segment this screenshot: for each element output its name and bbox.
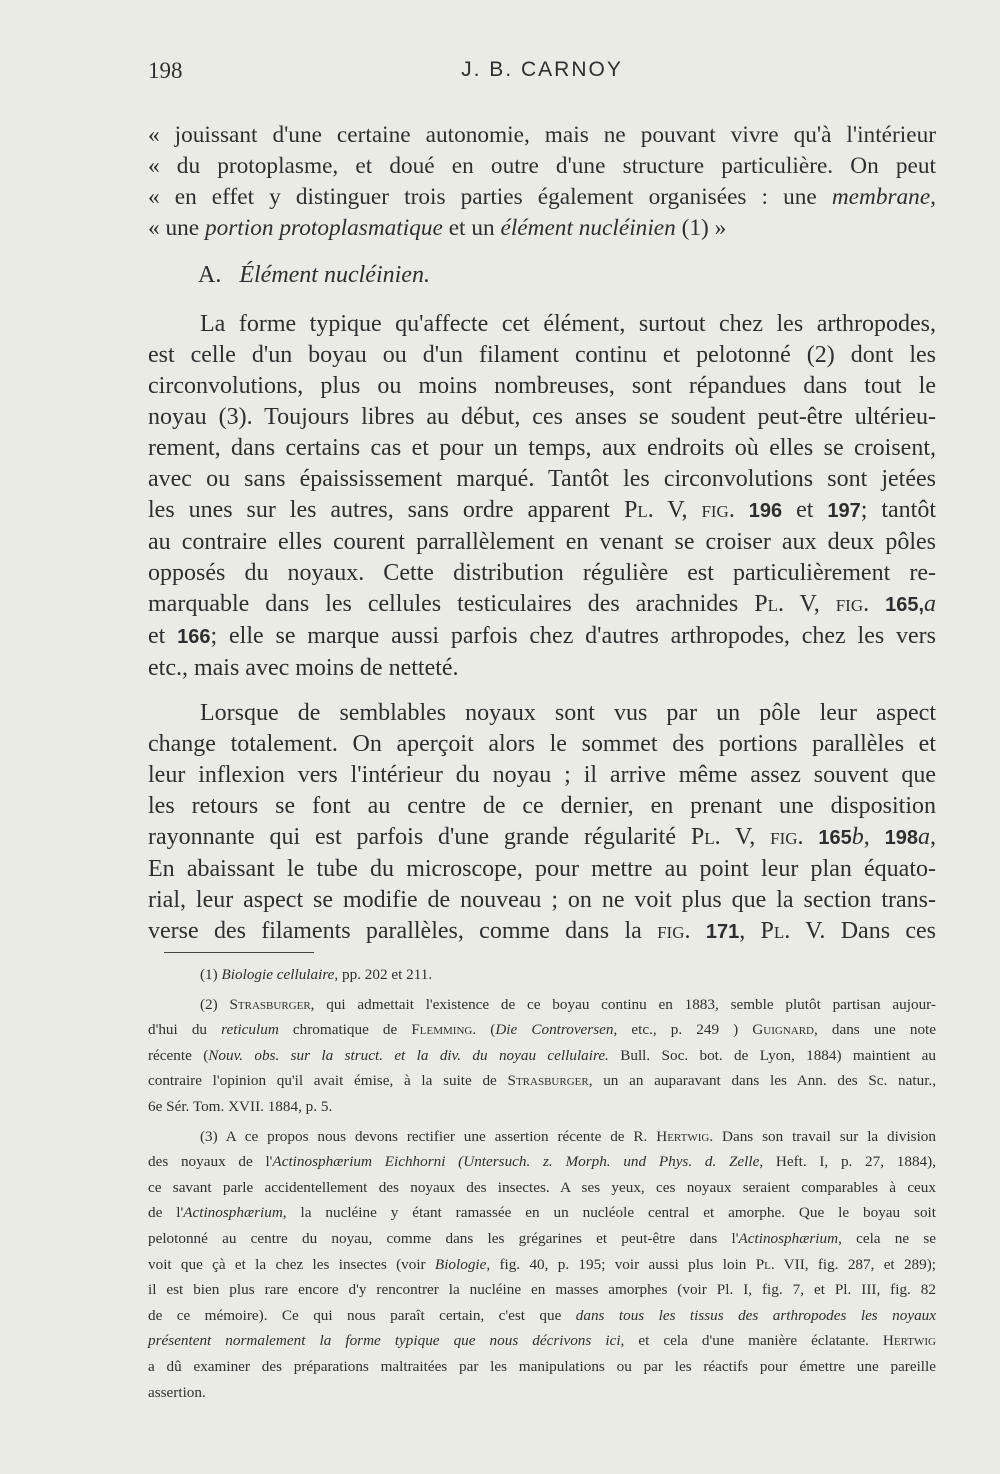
text-run: voit que çà et la chez les insectes (voir bbox=[148, 1255, 435, 1273]
footnote-line bbox=[148, 1380, 936, 1406]
text-run: rial, leur aspect se modifie de nouveau ; on ne voit plus que la section trans- bbox=[148, 887, 936, 913]
text-run: « en effet y distinguer trois parties également organisées : une bbox=[148, 184, 832, 210]
footnote-line bbox=[148, 1175, 936, 1201]
footnote-line bbox=[148, 1328, 936, 1354]
text-run: La forme typique qu'affecte cet élément, surtout chez les arthropodes, bbox=[200, 311, 936, 337]
text-run: , bbox=[930, 824, 937, 850]
footnote-line bbox=[148, 1017, 936, 1043]
footnote-line bbox=[148, 1200, 936, 1226]
figure-number: 166 bbox=[177, 626, 211, 648]
text-run: Bull. Soc. bot. de Lyon, 1884) maintient au bbox=[608, 1046, 936, 1064]
italic-term: Die Controversen bbox=[495, 1021, 614, 1039]
figure-letter: a bbox=[924, 591, 937, 617]
italic-term: dans tous les tissus des arthropodes les noyaux bbox=[575, 1306, 936, 1324]
figure-number: 171 bbox=[705, 921, 740, 943]
text-run: , bbox=[863, 824, 885, 850]
italic-term: Actinosphærium Eichhorni (Untersuch. z. Morph. und Phys. d. Zelle bbox=[272, 1153, 760, 1171]
paragraph-line bbox=[148, 371, 936, 402]
page-number: 198 bbox=[148, 58, 183, 83]
text-run: , la nucléine y étant ramassée en un nucléole central et amorphe. Que le boyau soit bbox=[282, 1204, 936, 1222]
footnote-line bbox=[148, 1068, 936, 1094]
text-run: (1) bbox=[200, 966, 222, 983]
paragraph-line bbox=[148, 340, 936, 371]
text-run: et un bbox=[442, 215, 501, 241]
text-run: des noyaux de l' bbox=[148, 1153, 273, 1171]
italic-term: portion protoplasmatique bbox=[204, 215, 443, 241]
text-run: récente ( bbox=[148, 1046, 209, 1064]
footnote-line bbox=[148, 1124, 936, 1150]
section-title: Élément nucléinien. bbox=[239, 262, 430, 288]
italic-term: élément nucléinien bbox=[500, 215, 676, 241]
paragraph-line bbox=[148, 791, 936, 822]
text-run: « du protoplasme, et doué en outre d'une structure particulière. On peut bbox=[148, 153, 936, 179]
italic-term: Biologie cellulaire bbox=[221, 966, 335, 983]
italic-term: reticulum bbox=[221, 1021, 279, 1039]
author-name: Flemming bbox=[411, 1021, 473, 1039]
text-run: rement, dans certains cas et pour un temps, aux endroits où elles se croisent, bbox=[148, 435, 936, 461]
text-run: Lorsque de semblables noyaux sont vus par un pôle leur aspect bbox=[200, 700, 936, 726]
text-run: au contraire elles courent parrallèlement en venant se croiser aux deux pôles bbox=[148, 529, 936, 555]
text-run: ; tantôt bbox=[860, 497, 936, 523]
paragraph-line bbox=[148, 854, 936, 885]
text-run: , dans une note bbox=[813, 1021, 936, 1039]
figure-number: 196 bbox=[748, 500, 783, 522]
text-run: (2) bbox=[200, 995, 230, 1013]
text-run: . Dans son travail sur la division bbox=[709, 1127, 936, 1145]
text-run: . ( bbox=[472, 1021, 496, 1039]
paragraph-line bbox=[148, 589, 936, 621]
text-run: marquable dans les cellules testiculaires des arachnides bbox=[148, 591, 755, 617]
paragraph-line bbox=[148, 885, 936, 916]
text-run: de l' bbox=[148, 1204, 184, 1222]
paragraph-line bbox=[148, 433, 936, 464]
text-run: Dans ces bbox=[825, 918, 937, 944]
italic-term: membrane, bbox=[831, 184, 936, 210]
plate-reference: Pl. V. bbox=[760, 918, 826, 944]
text-run: d'hui du bbox=[148, 1021, 222, 1039]
section-heading bbox=[198, 260, 936, 291]
text-run: noyau (3). Toujours libres au début, ces anses se soudent peut-être ultérieu- bbox=[148, 404, 936, 430]
paragraph-line bbox=[148, 698, 936, 729]
footnote-line bbox=[148, 1094, 936, 1120]
text-run: et bbox=[148, 623, 178, 649]
italic-term: Actinosphærium bbox=[738, 1229, 839, 1247]
plate-reference: Pl. V, fig. bbox=[624, 497, 735, 523]
text-run: « une bbox=[148, 215, 205, 241]
text-run: les unes sur les autres, sans ordre apparent bbox=[148, 497, 625, 523]
footnotes bbox=[148, 962, 936, 1405]
paragraph-line bbox=[148, 822, 936, 854]
text-run: verse des filaments parallèles, comme dans la bbox=[148, 918, 658, 944]
italic-term: Actinosphærium bbox=[183, 1204, 283, 1222]
text-run: , et cela d'une manière éclatante. bbox=[620, 1332, 883, 1350]
text-run: il est bien plus rare encore d'y rencontrer la nucléine en masses amorphes (voir Pl. I, fig. 7, et Pl. III, fig. 82 bbox=[148, 1281, 936, 1299]
footnote-line bbox=[148, 1303, 936, 1329]
author-name: Hertwig bbox=[656, 1127, 710, 1145]
paragraph-line bbox=[148, 402, 936, 433]
text-run: rayonnante qui est parfois d'une grande régularité bbox=[148, 824, 691, 850]
italic-term: présentent normalement la forme typique que nous décrivons ici bbox=[148, 1332, 621, 1350]
text-run: , etc., p. 249 ) bbox=[613, 1021, 753, 1039]
plate-reference: Pl. bbox=[755, 1255, 775, 1273]
text-run: , pp. 202 et 211. bbox=[334, 966, 433, 983]
italic-term: Nouv. obs. sur la struct. et la div. du noyau cellulaire. bbox=[208, 1046, 609, 1064]
figure-number: 198 bbox=[884, 827, 919, 849]
text-run: , un an auparavant dans les Ann. des Sc. natur., bbox=[588, 1072, 937, 1090]
text-run: , fig. 40, p. 195; voir aussi plus loin bbox=[486, 1255, 756, 1273]
text-run: (1) » bbox=[675, 215, 727, 241]
text-run: etc., mais avec moins de netteté. bbox=[148, 655, 459, 681]
footnote-rule bbox=[164, 952, 314, 953]
text-run: les retours se font au centre de ce dernier, en prenant une disposition bbox=[148, 793, 936, 819]
paragraph-line bbox=[148, 464, 936, 495]
figure-reference: fig. bbox=[657, 918, 691, 944]
text-run: « jouissant d'une certaine autonomie, mais ne pouvant vivre qu'à l'intérieur bbox=[148, 122, 936, 148]
text-run: de ce mémoire). Ce qui nous paraît certain, c'est que bbox=[148, 1306, 576, 1324]
paragraph-line bbox=[148, 621, 936, 653]
footnote-line bbox=[148, 1277, 936, 1303]
text-run: , bbox=[739, 918, 761, 944]
paragraph-line bbox=[148, 653, 936, 684]
author-name: Strasburger bbox=[229, 995, 311, 1013]
text-run: avec ou sans épaississement marqué. Tantôt les circonvolutions sont jetées bbox=[148, 466, 936, 492]
text-run: a dû examiner des préparations maltraitées par les manipulations ou par les réactifs pour émettre une pareille bbox=[148, 1357, 936, 1375]
plate-reference: Pl. V, fig. bbox=[754, 591, 870, 617]
text-run: chromatique de bbox=[278, 1021, 412, 1039]
footnote-line bbox=[148, 1226, 936, 1252]
quote-line bbox=[148, 120, 936, 151]
text-run: change totalement. On aperçoit alors le sommet des portions parallèles et bbox=[148, 731, 936, 757]
paragraph-line bbox=[148, 760, 936, 791]
text-run: circonvolutions, plus ou moins nombreuses, sont répandues dans tout le bbox=[148, 373, 936, 399]
text-run: est celle d'un boyau ou d'un filament continu et pelotonné (2) dont les bbox=[148, 342, 936, 368]
text-run: opposés du noyaux. Cette distribution régulière est particulièrement re- bbox=[148, 560, 936, 586]
footnote-line bbox=[148, 1252, 936, 1278]
quote-line bbox=[148, 213, 936, 244]
section-letter: A. bbox=[198, 262, 222, 288]
figure-number: 197 bbox=[827, 500, 861, 522]
figure-number: 165 bbox=[818, 827, 852, 849]
figure-number: 165, bbox=[885, 594, 925, 616]
figure-letter: b bbox=[851, 824, 864, 850]
page-header bbox=[148, 58, 936, 92]
text-run: assertion. bbox=[148, 1383, 206, 1401]
author-name: Guignard bbox=[752, 1021, 814, 1039]
footnote-line bbox=[148, 1354, 936, 1380]
paragraph-line bbox=[148, 916, 936, 948]
footnote-line bbox=[148, 962, 936, 988]
text-run: En abaissant le tube du microscope, pour mettre au point leur plan équato- bbox=[148, 856, 936, 882]
quote-line bbox=[148, 151, 936, 182]
text-run: , Heft. I, p. 27, 1884), bbox=[759, 1153, 936, 1171]
text-run: VII, fig. 287, et 289); bbox=[774, 1255, 937, 1273]
paragraph-line bbox=[148, 558, 936, 589]
quote-line bbox=[148, 182, 936, 213]
main-text bbox=[148, 120, 936, 948]
text-run: ce savant parle accidentellement des noyaux des insectes. A ses yeux, ces noyaux seraient comparables à ceux bbox=[148, 1178, 936, 1196]
plate-reference: Pl. V, fig. bbox=[690, 824, 804, 850]
text-run: pelotonné au centre du noyau, comme dans les grégarines et peut-être dans l' bbox=[148, 1229, 739, 1247]
author-name: Hertwig bbox=[882, 1332, 936, 1350]
paragraph-line bbox=[148, 309, 936, 340]
footnote-line bbox=[148, 1149, 936, 1175]
paragraph-line bbox=[148, 495, 936, 527]
italic-term: Biologie bbox=[434, 1255, 487, 1273]
text-run: et bbox=[782, 497, 828, 523]
text-run: , cela ne se bbox=[838, 1229, 936, 1247]
text-run: ; elle se marque aussi parfois chez d'autres arthropodes, chez les vers bbox=[210, 623, 936, 649]
text-run: , qui admettait l'existence de ce boyau continu en 1883, semble plutôt partisan aujour- bbox=[310, 995, 936, 1013]
paragraph-line bbox=[148, 729, 936, 760]
text-run: contraire l'opinion qu'il avait émise, à la suite de bbox=[148, 1072, 508, 1090]
footnote-line bbox=[148, 1043, 936, 1069]
text-run: leur inflexion vers l'intérieur du noyau ; il arrive même assez souvent que bbox=[148, 762, 936, 788]
figure-letter: a bbox=[918, 824, 931, 850]
paragraph-line bbox=[148, 527, 936, 558]
text-run: 6e Sér. Tom. XVII. 1884, p. 5. bbox=[148, 1097, 333, 1115]
running-title: J. B. CARNOY bbox=[461, 58, 623, 81]
footnote-line bbox=[148, 992, 936, 1018]
author-name: Strasburger bbox=[507, 1072, 589, 1090]
text-run: (3) A ce propos nous devons rectifier une assertion récente de R. bbox=[200, 1127, 657, 1145]
